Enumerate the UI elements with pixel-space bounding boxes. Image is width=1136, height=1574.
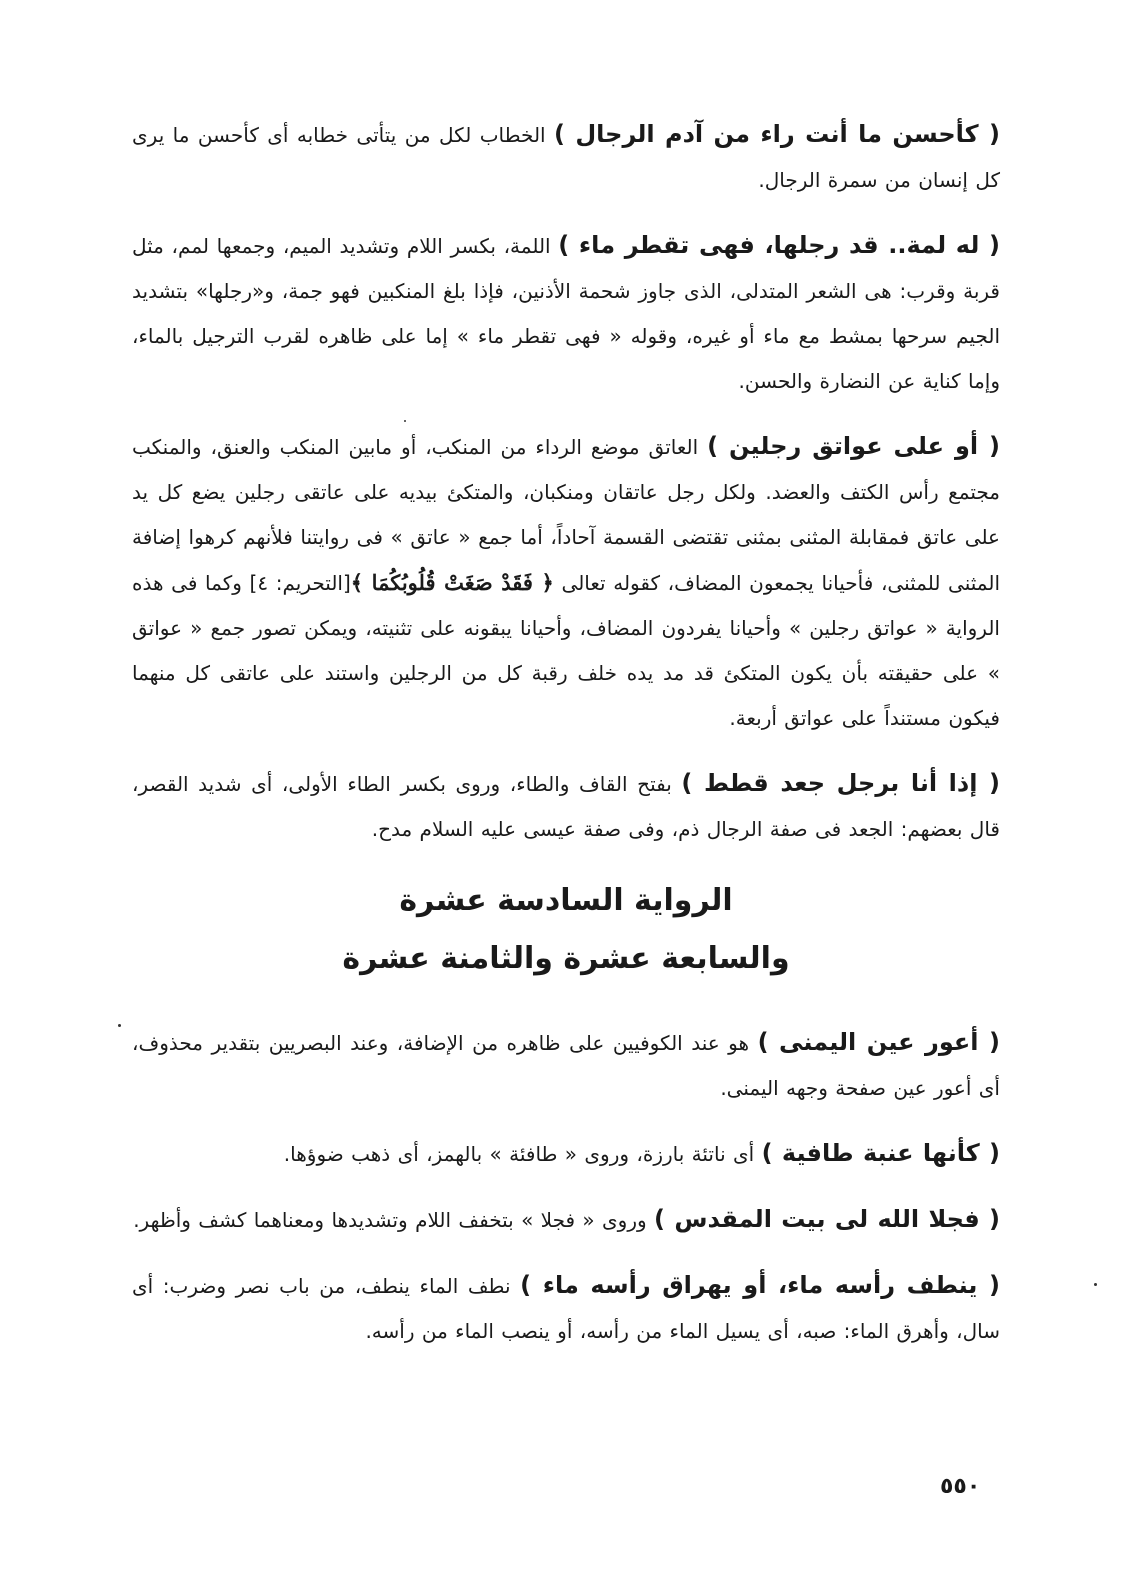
entry-inaba: [132, 1131, 1000, 1177]
entry-lemma: ( إذا أنا برجل جعد قطط ): [681, 769, 1001, 797]
entry-lemma: ( أو على عواتق رجلين ): [707, 432, 1001, 460]
entry-awatiq: [132, 424, 1000, 741]
entry-jaad: [132, 761, 1000, 852]
quran-quote: ﴿ فَقَدْ صَغَتْ قُلُوبُكُمَا ﴾: [350, 570, 554, 595]
entry-lemma: ( ينطف رأسه ماء، أو يهراق رأسه ماء ): [520, 1271, 1000, 1299]
entry-lemma: ( فجلا الله لى بيت المقدس ): [654, 1205, 1000, 1233]
scan-speck: [1094, 1283, 1097, 1286]
entry-lemma: ( كأحسن ما أنت راء من آدم الرجال ): [553, 120, 1000, 148]
entry-text: العاتق موضع الرداء من المنكب، أو مابين المنكب والعنق، والمنكب مجتمع رأس الكتف والعضد. ولكل رجل عاتقان ومنكبان، والمتكئ بيديه على عاتقى رجلين يضع كل يد على عاتق فمقابلة المثنى بمثنى تقتضى القسمة آحاداً، أما جمع « عاتق » فى روايتنا فلأنهم كرهوا إضافة المثنى للمثنى، فأحيانا يجمعون المضاف، كقوله تعالى: [132, 435, 1001, 595]
scan-speck: [404, 420, 406, 422]
scan-speck: [118, 1024, 121, 1027]
entry-text: أى ناتئة بارزة، وروى « طافئة » بالهمز، أى ذهب ضوؤها.: [283, 1142, 762, 1166]
entry-text: [التحريم: ٤] وكما فى هذه الرواية « عواتق رجلين » وأحيانا يفردون المضاف، وأحيانا يبقونه على تثنيته، ويمكن تصور جمع « عواتق » على حقيقته بأن يكون المتكئ قد مد يده خلف رقبة كل من الرجلين واستند على عاتقى كل منهما فيكون مستنداً على عواتق أربعة.: [132, 571, 1000, 730]
entry-lemma: ( له لمة.. قد رجلها، فهى تقطر ماء ): [558, 231, 1000, 259]
entry-text: اللمة، بكسر اللام وتشديد الميم، وجمعها لمم، مثل قربة وقرب: هى الشعر المتدلى، الذى جاوز شحمة الأذنين، فإذا بلغ المنكبين فهو جمة، و«رجلها» بتشديد الجيم سرحها بمشط مع ماء أو غيره، وقوله « فهى تقطر ماء » إما على ظاهره لقرب الترجيل بالماء، وإما كناية عن النضارة والحسن.: [132, 234, 1000, 393]
entry-text: هو عند الكوفيين على ظاهره من الإضافة، وعند البصريين بتقدير محذوف، أى أعور عين صفحة وجهه اليمنى.: [132, 1031, 1000, 1100]
entry-lemma: ( أعور عين اليمنى ): [757, 1028, 1000, 1056]
section-heading: [132, 872, 1000, 988]
entry-jala: [132, 1197, 1000, 1243]
entry-text: بفتح القاف والطاء، وروى بكسر الطاء الأولى، أى شديد القصر، قال بعضهم: الجعد فى صفة الرجال ذم، وفى صفة عيسى عليه السلام مدح.: [132, 772, 1000, 841]
page-number: ٥٥٠: [940, 1474, 981, 1499]
entry-text: نطف الماء ينطف، من باب نصر وضرب: أى سال، وأهرق الماء: صبه، أى يسيل الماء من رأسه، أو ينصب الماء من رأسه.: [132, 1274, 1000, 1343]
entry-lamma: [132, 223, 1000, 404]
section-heading-line-1: الرواية السادسة عشرة: [399, 883, 733, 918]
entry-text: وروى « فجلا » بتخفف اللام وتشديدها ومعناهما كشف وأظهر.: [133, 1208, 655, 1232]
entry-lemma: ( كأنها عنبة طافية ): [761, 1139, 1000, 1167]
entry-awar: [132, 1020, 1000, 1111]
entry-yantuf: [132, 1263, 1000, 1354]
section-heading-line-2: والسابعة عشرة والثامنة عشرة: [342, 941, 790, 976]
entry-text: الخطاب لكل من يتأتى خطابه أى كأحسن ما يرى كل إنسان من سمرة الرجال.: [132, 123, 1000, 192]
page-body: [132, 112, 1000, 1374]
entry-kaahsan: [132, 112, 1000, 203]
